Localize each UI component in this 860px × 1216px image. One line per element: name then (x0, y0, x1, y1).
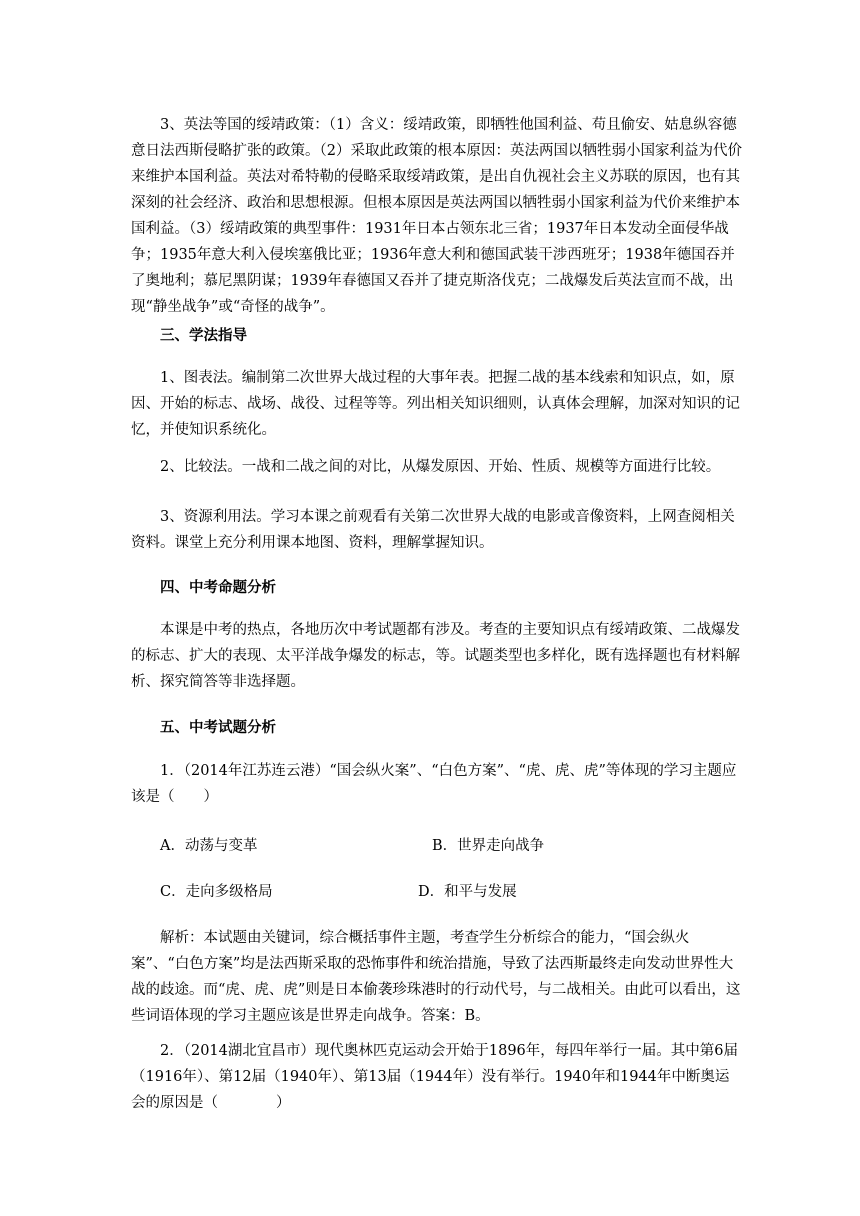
q1-option-d: D．和平与发展 (418, 884, 517, 900)
method1-section (131, 365, 743, 443)
question1-analysis-section (131, 925, 743, 1029)
question1-text: 1．（2014年江苏连云港）“国会纵火案”、“白色方案”、“虎、虎、虎”等体现的学习主题应该是（ ） (131, 763, 737, 805)
exam-analysis-paragraph: 本课是中考的热点，各地历次中考试题都有涉及。考查的主要知识点有绥靖政策、二战爆发的标志、扩大的表现、太平洋战争爆发的标志，等。试题类型也多样化，既有选择题也有材料解析、探究简答等非选择题。 (131, 622, 740, 690)
appeasement-section (131, 112, 743, 320)
question1-section (131, 758, 743, 810)
method2-section (131, 454, 743, 480)
q1-option-a: A．动荡与变革 (160, 838, 258, 854)
appeasement-paragraph: 3、英法等国的绥靖政策：（1）含义：绥靖政策，即牺牲他国利益、苟且偷安、姑息纵容德意日法西斯侵略扩张的政策。（2）采取此政策的根本原因：英法两国以牺牲弱小国家利益为代价来维护本国利益。英法对希特勒的侵略采取绥靖政策，是出自仇视社会主义苏联的原因，也有其深刻的社会经济、政治和思想根源。但根本原因是英法两国以牺牲弱小国家利益为代价来维护本国利益。（3）绥靖政策的典型事件：1931年日本占领东北三省；1937年日本发动全面侵华战争；1935年意大利入侵埃塞俄比亚；1936年意大利和德国武装干涉西班牙；1938年德国吞并了奥地利；慕尼黑阴谋；1939年春德国又吞并了捷克斯洛伐克；二战爆发后英法宣而不战，出现“静坐战争”或“奇怪的战争”。 (131, 117, 742, 315)
method3-paragraph: 3、资源利用法。学习本课之前观看有关第二次世界大战的电影或音像资料，上网查阅相关资料。课堂上充分利用课本地图、资料，理解掌握知识。 (131, 509, 735, 551)
study-methods-heading: 三、学法指导 (160, 328, 247, 344)
method2-paragraph: 2、比较法。一战和二战之间的对比，从爆发原因、开始、性质、规模等方面进行比较。 (160, 459, 721, 475)
q1-option-b: B．世界走向战争 (432, 838, 545, 854)
method1-paragraph: 1、图表法。编制第二次世界大战过程的大事年表。把握二战的基本线索和知识点，如，原因、开始的标志、战场、战役、过程等等。列出相关知识细则，认真体会理解，加深对知识的记忆，并使知识系统化。 (131, 370, 740, 438)
question2-section (131, 1038, 743, 1116)
exam-analysis-section (131, 617, 743, 695)
question2-text: 2．（2014湖北宜昌市）现代奥林匹克运动会开始于1896年，每四年举行一届。其中第6届（1916年）、第12届（1940年）、第13届（1944年）没有举行。1940年和1944年中断奥运会的原因是（ ） (131, 1043, 739, 1111)
exam-questions-heading: 五、中考试题分析 (160, 720, 276, 736)
method3-section (131, 504, 743, 556)
exam-analysis-heading: 四、中考命题分析 (160, 580, 276, 596)
question1-analysis: 解析：本试题由关键词，综合概括事件主题，考查学生分析综合的能力，“国会纵火案”、“白色方案”均是法西斯采取的恐怖事件和统治措施，导致了法西斯最终走向发动世界性大战的歧途。而“虎、虎、虎”则是日本偷袭珍珠港时的行动代号，与二战相关。由此可以看出，这些词语体现的学习主题应该是世界走向战争。答案：B。 (131, 930, 741, 1024)
q1-option-c: C．走向多级格局 (160, 884, 273, 900)
